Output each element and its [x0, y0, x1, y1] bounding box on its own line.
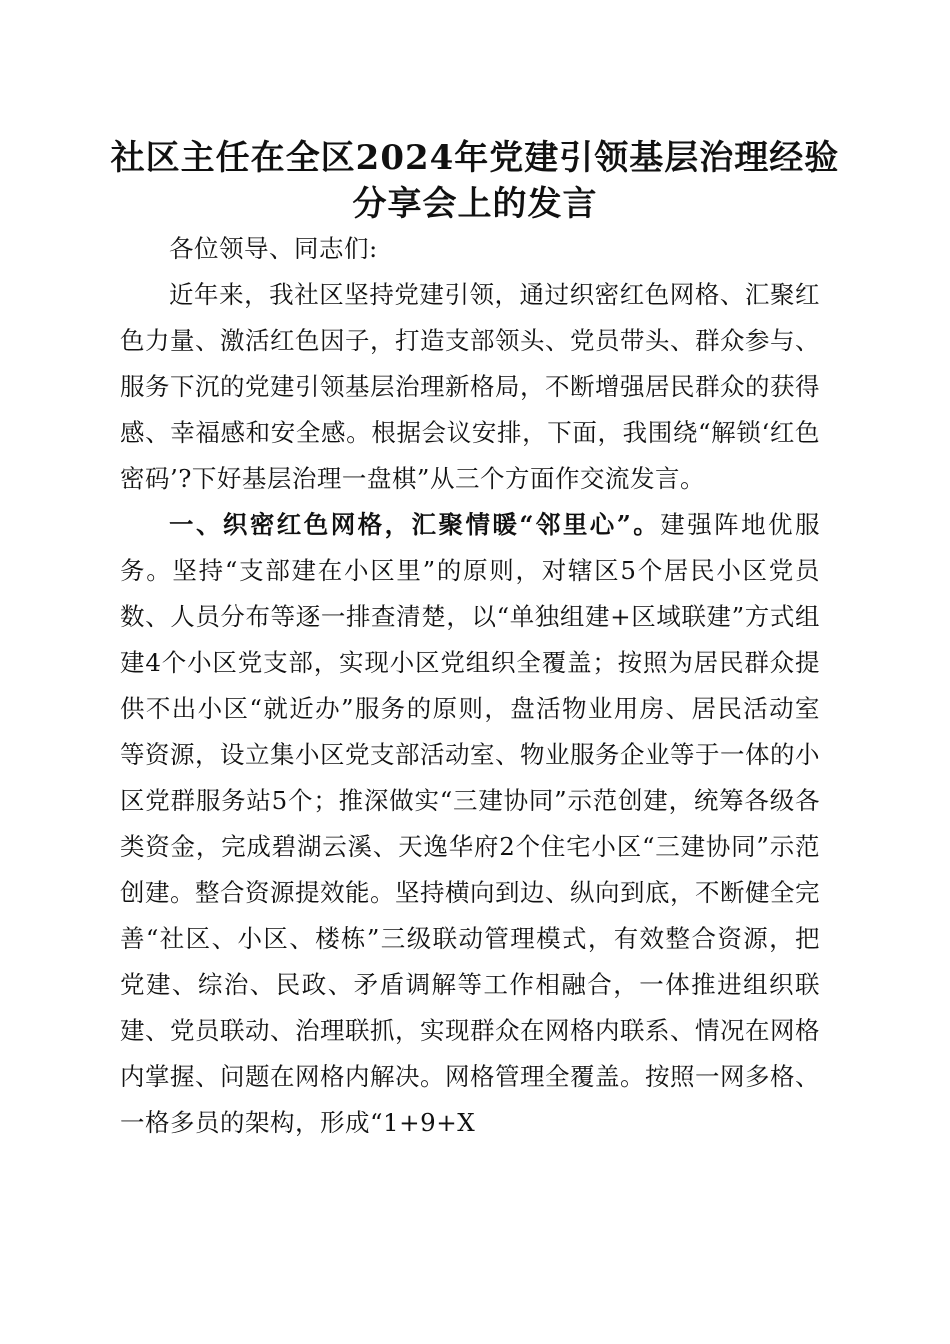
intro-paragraph: 近年来，我社区坚持党建引领，通过织密红色网格、汇聚红色力量、激活红色因子，打造支部领头、党员带头、群众参与、服务下沉的党建引领基层治理新格局，不断增强居民群众的获得感、幸福感和安全感。根据会议安排，下面，我围绕“解锁‘红色密码’?下好基层治理一盘棋”从三个方面作交流发言。: [120, 280, 820, 493]
document-body: [120, 226, 820, 1146]
section-1-paragraph: [120, 502, 820, 1146]
document-title: 社区主任在全区2024年党建引领基层治理经验分享会上的发言: [110, 138, 840, 224]
section-1-heading: 一、织密红色网格，汇聚情暖“邻里心”。: [169, 510, 661, 539]
section-1-text: 建强阵地优服务。坚持“支部建在小区里”的原则，对辖区5个居民小区党员数、人员分布等逐一排查清楚，以“单独组建+区域联建”方式组建4个小区党支部，实现小区党组织全覆盖；按照为居民群众提供不出小区“就近办”服务的原则，盘活物业用房、居民活动室等资源，设立集小区党支部活动室、物业服务企业等于一体的小区党群服务站5个；推深做实“三建协同”示范创建，统筹各级各类资金，完成碧湖云溪、天逸华府2个住宅小区“三建协同”示范创建。整合资源提效能。坚持横向到边、纵向到底，不断健全完善“社区、小区、楼栋”三级联动管理模式，有效整合资源，把党建、综治、民政、矛盾调解等工作相融合，一体推进组织联建、党员联动、治理联抓，实现群众在网格内联系、情况在网格内掌握、问题在网格内解决。网格管理全覆盖。按照一网多格、一格多员的架构，形成“1+9+X: [120, 510, 821, 1137]
salutation: 各位领导、同志们:: [169, 234, 378, 263]
